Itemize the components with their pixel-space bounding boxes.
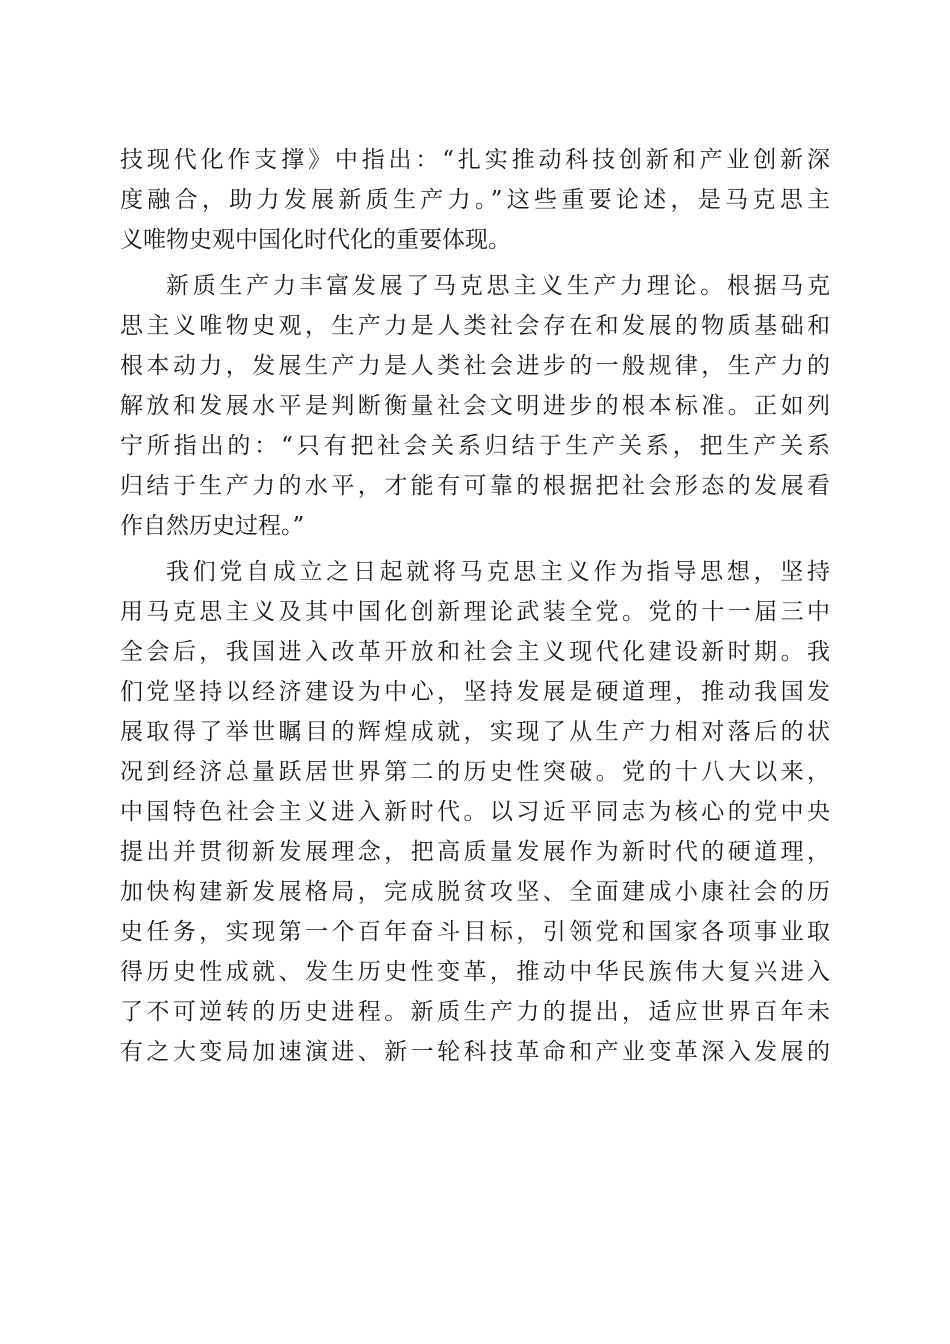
text-line: 根本动力，发展生产力是人类社会进步的一般规律，生产力的 xyxy=(120,353,830,379)
paragraph-3 xyxy=(120,552,830,1072)
text-line: 展取得了举世瞩目的辉煌成就，实现了从生产力相对落后的状 xyxy=(120,719,830,745)
text-line: 宁所指出的：“只有把社会关系归结于生产关系，把生产关系 xyxy=(120,433,830,459)
text-line: 们党坚持以经济建设为中心，坚持发展是硬道理，推动我国发 xyxy=(120,679,830,705)
body-text xyxy=(120,140,830,1072)
text-line: 技现代化作支撑》中指出：“扎实推动科技创新和产业创新深 xyxy=(120,147,830,173)
paragraph-1 xyxy=(120,140,830,260)
text-line: 全会后，我国进入改革开放和社会主义现代化建设新时期。我 xyxy=(120,639,830,665)
text-line: 归结于生产力的水平，才能有可靠的根据把社会形态的发展看 xyxy=(120,473,830,499)
text-line: 作自然历史过程。” xyxy=(120,513,305,539)
text-line: 中国特色社会主义进入新时代。以习近平同志为核心的党中央 xyxy=(120,799,830,825)
text-line: 义唯物史观中国化时代化的重要体现。 xyxy=(120,227,511,253)
paragraph-2 xyxy=(120,266,830,546)
text-line: 加快构建新发展格局，完成脱贫攻坚、全面建成小康社会的历 xyxy=(120,879,830,905)
text-line: 新质生产力丰富发展了马克思主义生产力理论。根据马克 xyxy=(166,273,830,299)
text-line: 得历史性成就、发生历史性变革，推动中华民族伟大复兴进入 xyxy=(120,959,830,985)
text-line: 我们党自成立之日起就将马克思主义作为指导思想，坚持 xyxy=(166,559,830,585)
text-line: 提出并贯彻新发展理念，把高质量发展作为新时代的硬道理， xyxy=(120,839,830,865)
text-line: 了不可逆转的历史进程。新质生产力的提出，适应世界百年未 xyxy=(120,999,830,1025)
text-line: 有之大变局加速演进、新一轮科技革命和产业变革深入发展的 xyxy=(120,1039,830,1065)
text-line: 思主义唯物史观，生产力是人类社会存在和发展的物质基础和 xyxy=(120,313,830,339)
text-line: 史任务，实现第一个百年奋斗目标，引领党和国家各项事业取 xyxy=(120,919,830,945)
text-line: 用马克思主义及其中国化创新理论武装全党。党的十一届三中 xyxy=(120,599,830,625)
text-line: 度融合，助力发展新质生产力。”这些重要论述，是马克思主 xyxy=(120,187,830,213)
text-line: 解放和发展水平是判断衡量社会文明进步的根本标准。正如列 xyxy=(120,393,830,419)
text-line: 况到经济总量跃居世界第二的历史性突破。党的十八大以来， xyxy=(120,759,830,785)
